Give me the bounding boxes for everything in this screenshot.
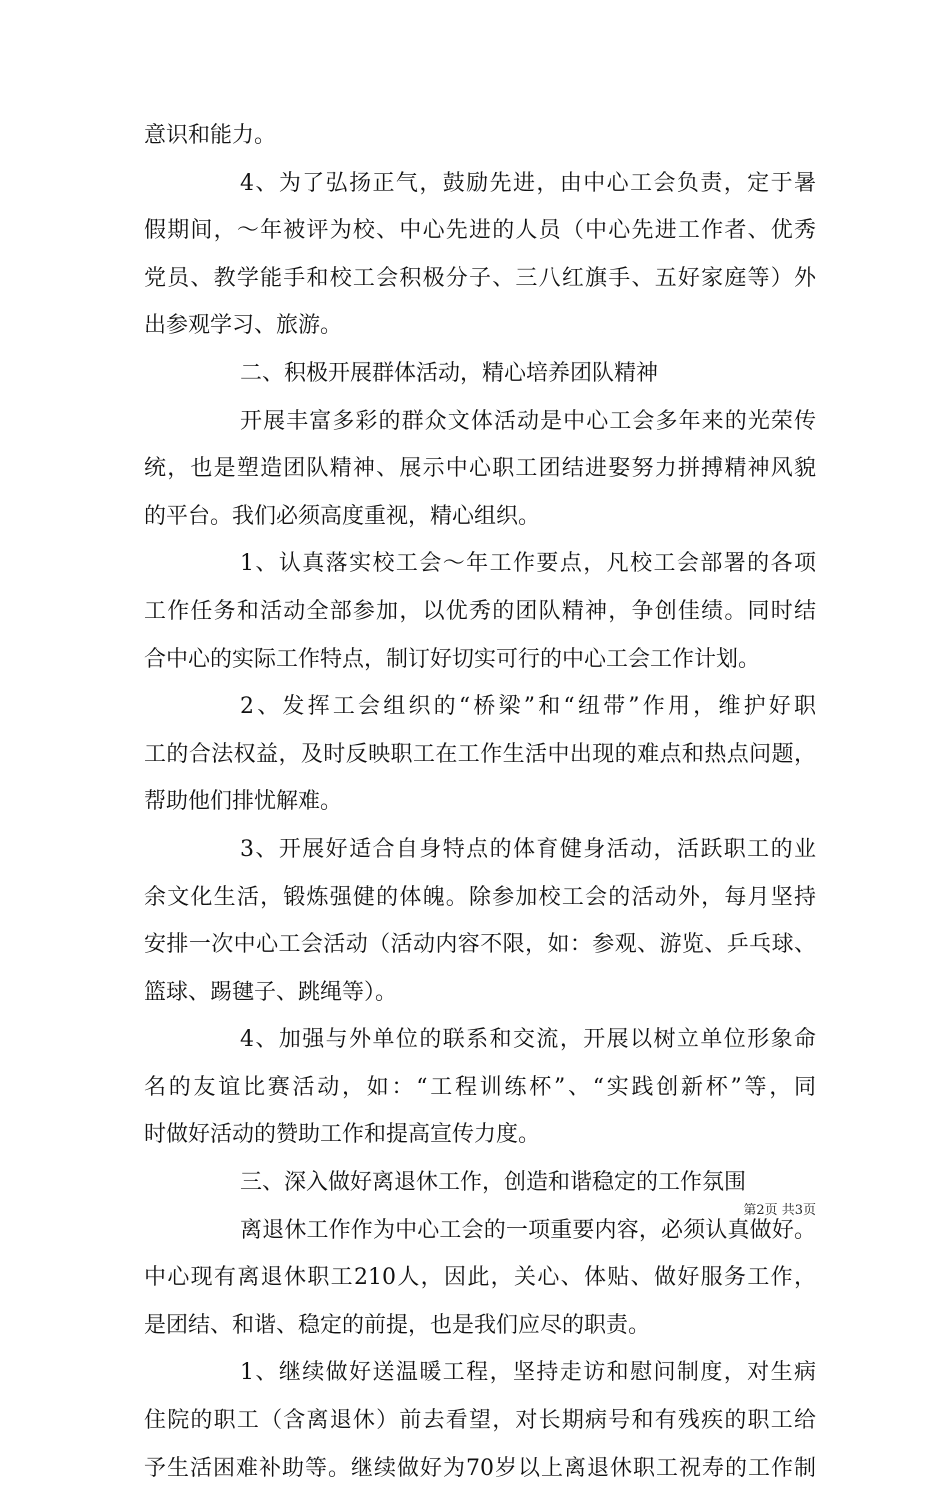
- text-line: 4、为了弘扬正气，鼓励先进，由中心工会负责，定于暑: [240, 170, 816, 196]
- text-line: 帮助他们排忧解难。: [144, 789, 343, 815]
- text-line: 是团结、和谐、稳定的前提，也是我们应尽的职责。: [144, 1312, 651, 1338]
- text-line: 住院的职工（含离退休）前去看望，对长期病号和有残疾的职工给: [144, 1408, 816, 1434]
- text-line: 名的友谊比赛活动，如：“工程训练杯”、“实践创新杯”等，同: [144, 1074, 816, 1100]
- text-line: 1、继续做好送温暖工程，坚持走访和慰问制度，对生病: [240, 1360, 816, 1386]
- text-line: 开展丰富多彩的群众文体活动是中心工会多年来的光荣传: [240, 408, 816, 434]
- text-line: 3、开展好适合自身特点的体育健身活动，活跃职工的业: [240, 836, 816, 862]
- text-line: 假期间，～年被评为校、中心先进的人员（中心先进工作者、优秀: [144, 218, 816, 244]
- text-line: 意识和能力。: [144, 123, 277, 148]
- text-line: 安排一次中心工会活动（活动内容不限，如：参观、游览、乒乓球、: [144, 932, 816, 958]
- text-line: 二、积极开展群体活动，精心培养团队精神: [240, 360, 659, 386]
- text-line: 的平台。我们必须高度重视，精心组织。: [144, 503, 541, 529]
- text-line: 工的合法权益，及时反映职工在工作生活中出现的难点和热点问题，: [144, 741, 816, 767]
- text-line: 篮球、踢毽子、跳绳等）。: [144, 979, 398, 1005]
- text-line: 时做好活动的赞助工作和提高宣传力度。: [144, 1122, 541, 1148]
- text-line: 出参观学习、旅游。: [144, 313, 343, 339]
- text-line: 予生活困难补助等。继续做好为70岁以上离退休职工祝寿的工作制: [144, 1455, 816, 1481]
- text-line: 党员、教学能手和校工会积极分子、三八红旗手、五好家庭等）外: [144, 265, 816, 291]
- text-line: 余文化生活，锻炼强健的体魄。除参加校工会的活动外，每月坚持: [144, 884, 816, 910]
- text-line: 2、发挥工会组织的“桥梁”和“纽带”作用，维护好职: [240, 694, 816, 720]
- text-line: 统，也是塑造团队精神、展示中心职工团结进娶努力拼搏精神风貌: [144, 456, 816, 482]
- text-line: 4、加强与外单位的联系和交流，开展以树立单位形象命: [240, 1027, 816, 1053]
- document-body: [144, 112, 816, 1492]
- page-number-footer: 第2页 共3页: [743, 1203, 816, 1218]
- text-line: 离退休工作作为中心工会的一项重要内容，必须认真做好。: [240, 1217, 816, 1243]
- text-line: 中心现有离退休职工210人，因此，关心、体贴、做好服务工作，: [144, 1265, 816, 1291]
- text-line: 合中心的实际工作特点，制订好切实可行的中心工会工作计划。: [144, 646, 761, 672]
- text-line: 三、深入做好离退休工作，创造和谐稳定的工作氛围: [240, 1170, 747, 1196]
- text-line: 工作任务和活动全部参加，以优秀的团队精神，争创佳绩。同时结: [144, 598, 816, 624]
- text-line: 1、认真落实校工会～年工作要点，凡校工会部署的各项: [240, 551, 816, 577]
